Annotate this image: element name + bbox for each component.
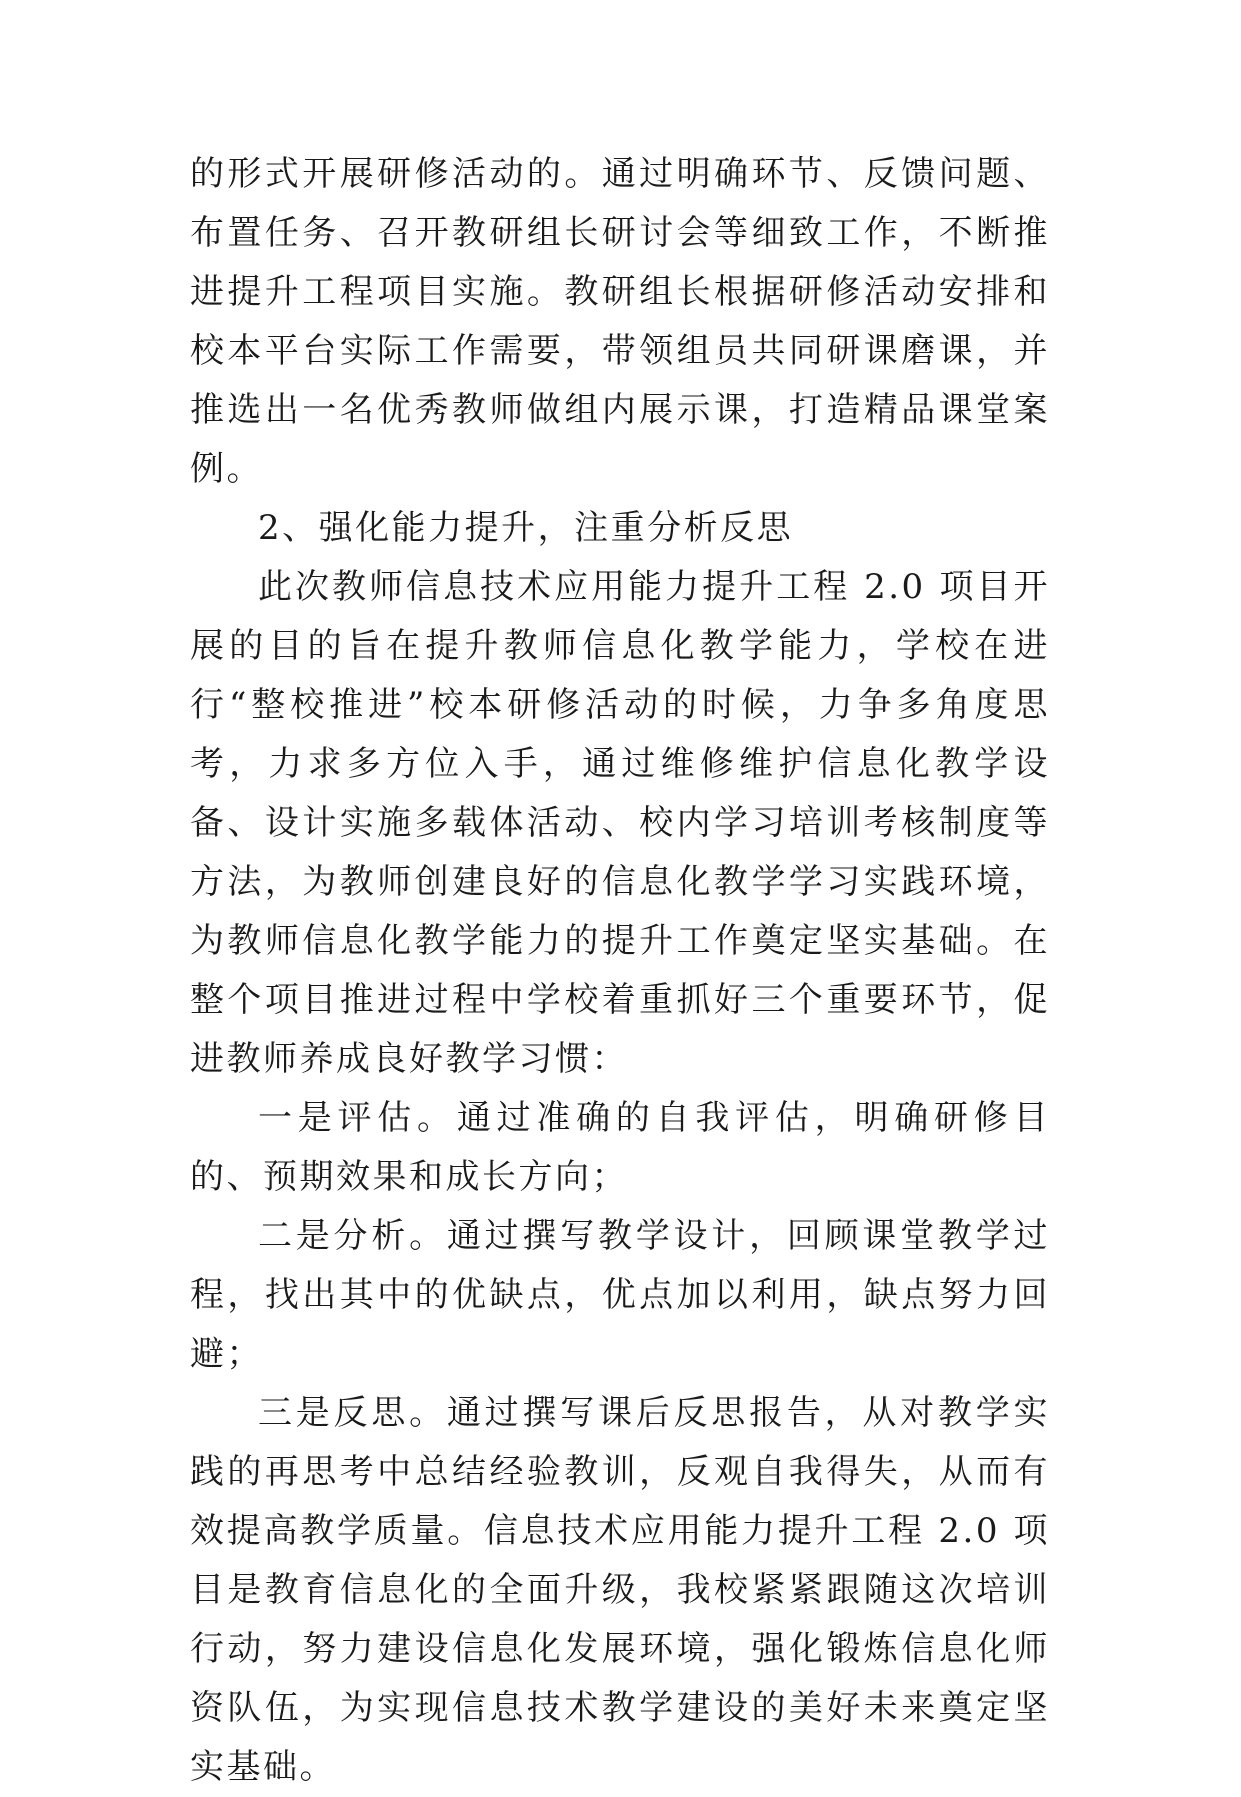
- paragraph: 三是反思。通过撰写课后反思报告，从对教学实践的再思考中总结经验教训，反观自我得失，从而有效提高教学质量。信息技术应用能力提升工程 2.0 项目是教育信息化的全面升级，我校紧紧跟随这次培训行动，努力建设信息化发展环境，强化锻炼信息化师资队伍，为实现信息技术教学建设的美好未来奠定坚实基础。: [190, 1393, 1050, 1787]
- paragraph: 一是评估。通过准确的自我评估，明确研修目的、预期效果和成长方向；: [190, 1098, 1050, 1197]
- paragraph: 此次教师信息技术应用能力提升工程 2.0 项目开展的目的旨在提升教师信息化教学能力，学校在进行“整校推进”校本研修活动的时候，力争多角度思考，力求多方位入手，通过维修维护信息化教学设备、设计实施多载体活动、校内学习培训考核制度等方法，为教师创建良好的信息化教学学习实践环境，为教师信息化教学能力的提升工作奠定坚实基础。在整个项目推进过程中学校着重抓好三个重要环节，促进教师养成良好教学习惯：: [190, 567, 1050, 1079]
- paragraph: 二是分析。通过撰写教学设计，回顾课堂教学过程，找出其中的优缺点，优点加以利用，缺点努力回避；: [190, 1216, 1050, 1374]
- paragraph-continued: 的形式开展研修活动的。通过明确环节、反馈问题、布置任务、召开教研组长研讨会等细致工作，不断推进提升工程项目实施。教研组长根据研修活动安排和校本平台实际工作需要，带领组员共同研课磨课，并推选出一名优秀教师做组内展示课，打造精品课堂案例。: [190, 154, 1050, 489]
- section-heading: 2、强化能力提升，注重分析反思: [258, 508, 794, 548]
- document-body: [190, 145, 1050, 1797]
